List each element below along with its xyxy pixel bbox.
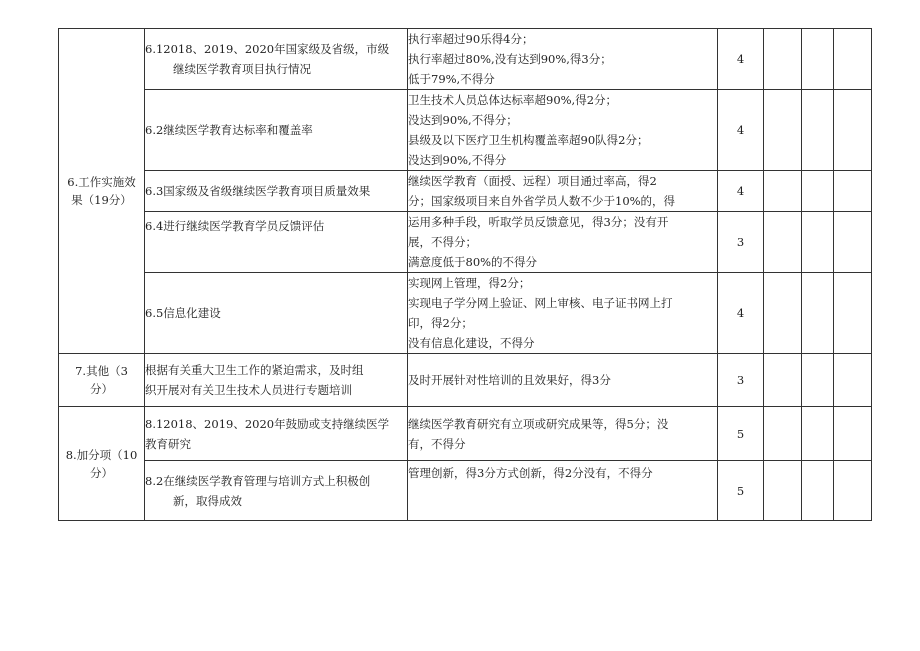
blank-cell <box>802 354 834 407</box>
item-text: 新，取得成效 <box>173 493 242 508</box>
item-text: 6.2继续医学教育达标率和覆盖率 <box>145 123 313 137</box>
criteria-line: 低于79%,不得分 <box>408 72 495 86</box>
score-cell: 3 <box>718 212 764 273</box>
category-label: 分） <box>90 382 113 396</box>
blank-cell <box>764 461 802 521</box>
item-cell <box>145 90 408 171</box>
criteria-cell <box>408 171 718 212</box>
category-cell-6 <box>59 29 145 354</box>
category-label: 果（19分） <box>71 193 132 207</box>
criteria-cell <box>408 90 718 171</box>
blank-cell <box>764 212 802 273</box>
category-label: 6.工作实施效 <box>67 175 136 189</box>
blank-cell <box>802 29 834 90</box>
item-text: 8.2在继续医学教育管理与培训方式上积极创 <box>145 473 371 488</box>
blank-cell <box>834 354 872 407</box>
item-cell <box>145 354 408 407</box>
item-text: 6.5信息化建设 <box>145 306 221 320</box>
score-cell: 4 <box>718 273 764 354</box>
item-cell <box>145 461 408 521</box>
blank-cell <box>834 407 872 461</box>
criteria-cell <box>408 273 718 354</box>
blank-cell <box>834 273 872 354</box>
item-cell <box>145 29 408 90</box>
criteria-cell <box>408 354 718 407</box>
criteria-line: 县级及以下医疗卫生机构覆盖率超90队得2分； <box>408 133 649 147</box>
score-cell: 4 <box>718 171 764 212</box>
criteria-line: 没达到90%,不得分； <box>408 113 518 127</box>
criteria-line: 卫生技术人员总体达标率超90%,得2分； <box>408 93 618 107</box>
item-text: 6.12018、2019、2020年国家级及省级，市级 <box>145 42 390 56</box>
criteria-line: 实现网上管理，得2分； <box>408 276 531 290</box>
criteria-line: 继续医学教育研究有立项或研究成果等，得5分；没 <box>408 416 669 431</box>
score-cell: 4 <box>718 29 764 90</box>
criteria-line: 没有信息化建设，不得分 <box>408 336 535 350</box>
item-text: 6.4进行继续医学教育学员反馈评估 <box>145 219 325 233</box>
category-cell-8 <box>59 407 145 521</box>
blank-cell <box>764 90 802 171</box>
criteria-cell <box>408 212 718 273</box>
item-text: 根据有关重大卫生工作的紧迫需求，及时组 <box>145 363 364 377</box>
item-text: 6.3国家级及省级继续医学教育项目质量效果 <box>145 184 371 198</box>
category-cell-7 <box>59 354 145 407</box>
blank-cell <box>834 29 872 90</box>
item-text: 织开展对有关卫生技术人员进行专题培训 <box>145 383 352 397</box>
score-cell: 5 <box>718 407 764 461</box>
table-row <box>59 212 872 273</box>
blank-cell <box>764 354 802 407</box>
table-row <box>59 354 872 407</box>
item-text: 继续医学教育项目执行情况 <box>173 62 311 76</box>
item-cell <box>145 171 408 212</box>
table-row <box>59 407 872 461</box>
table-row <box>59 171 872 212</box>
criteria-cell <box>408 29 718 90</box>
blank-cell <box>802 212 834 273</box>
criteria-cell <box>408 461 718 521</box>
blank-cell <box>764 171 802 212</box>
item-text: 8.12018、2019、2020年鼓励或支持继续医学 <box>145 416 390 431</box>
criteria-line: 继续医学教育（面授、远程）项目通过率高，得2 <box>408 174 657 188</box>
criteria-line: 执行率超过80%,没有达到90%,得3分； <box>408 52 612 66</box>
item-text: 教育研究 <box>145 436 191 451</box>
blank-cell <box>764 407 802 461</box>
criteria-line: 及时开展针对性培训的且效果好，得3分 <box>408 373 611 387</box>
blank-cell <box>764 29 802 90</box>
table-row <box>59 29 872 90</box>
criteria-line: 有，不得分 <box>408 436 466 451</box>
blank-cell <box>802 461 834 521</box>
blank-cell <box>834 212 872 273</box>
category-label: 分） <box>90 465 113 480</box>
item-cell <box>145 273 408 354</box>
table-row <box>59 90 872 171</box>
category-label: 8.加分项（10 <box>65 447 138 462</box>
blank-cell <box>764 273 802 354</box>
score-cell: 4 <box>718 90 764 171</box>
item-cell <box>145 212 408 273</box>
blank-cell <box>834 171 872 212</box>
criteria-line: 运用多种手段，听取学员反馈意见，得3分；没有开 <box>408 215 669 229</box>
blank-cell <box>802 273 834 354</box>
criteria-line: 实现电子学分网上验证、网上审核、电子证书网上打 <box>408 296 673 310</box>
blank-cell <box>802 407 834 461</box>
blank-cell <box>834 461 872 521</box>
category-label: 7.其他（3 <box>75 364 128 378</box>
blank-cell <box>802 90 834 171</box>
criteria-line: 展，不得分； <box>408 235 477 249</box>
criteria-line: 满意度低于80%的不得分 <box>408 255 538 269</box>
score-cell: 3 <box>718 354 764 407</box>
criteria-cell <box>408 407 718 461</box>
criteria-line: 管理创新，得3分方式创新，得2分没有，不得分 <box>408 466 653 480</box>
criteria-line: 没达到90%,不得分 <box>408 153 507 167</box>
criteria-line: 印，得2分； <box>408 316 473 330</box>
criteria-line: 分；国家级项目来自外省学员人数不少于10%的，得 <box>408 194 676 208</box>
item-cell <box>145 407 408 461</box>
evaluation-table <box>58 28 872 521</box>
score-cell: 5 <box>718 461 764 521</box>
criteria-line: 执行率超过90乐得4分； <box>408 32 534 46</box>
blank-cell <box>802 171 834 212</box>
blank-cell <box>834 90 872 171</box>
table-row <box>59 273 872 354</box>
table-row <box>59 461 872 521</box>
